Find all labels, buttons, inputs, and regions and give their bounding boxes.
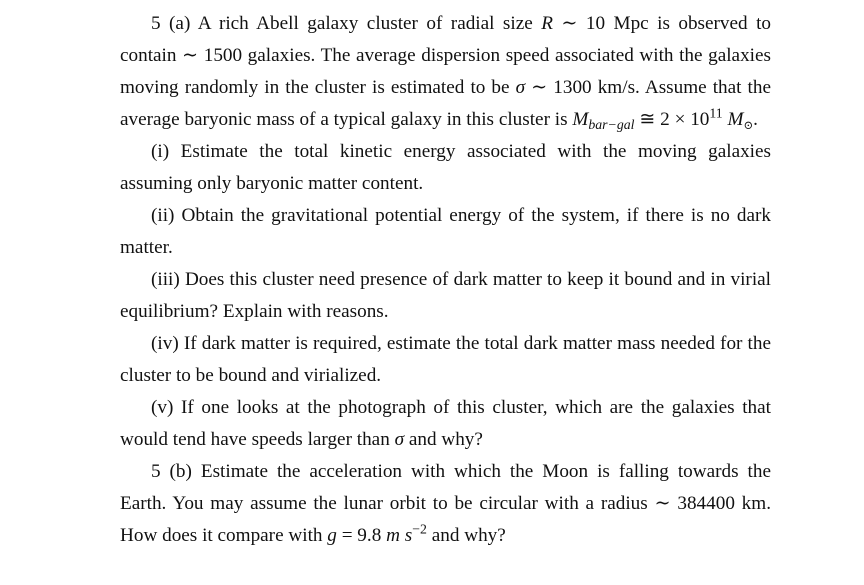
- math-R: R: [541, 13, 553, 34]
- problem-5b-text-2: = 9.8: [336, 525, 387, 546]
- part-v: [120, 392, 771, 456]
- math-sigma: σ: [394, 429, 405, 450]
- intro-text-4: ≅ 2 × 10: [634, 109, 710, 130]
- part-iii: (iii) Does this cluster need presence of dark matter to keep it bound and in virial equilibrium? Explain with reasons.: [120, 269, 771, 322]
- problem-5b: [120, 456, 771, 552]
- math-s: s: [404, 525, 413, 546]
- problem-text: [120, 8, 771, 552]
- intro-text-3: ∼ 1300 km/s. Assume that the average baryonic mass of a typical galaxy in this cluster is: [120, 77, 771, 130]
- math-m: m: [386, 525, 400, 546]
- intro-period: .: [753, 109, 758, 130]
- part-v-text-2: and why?: [404, 429, 483, 450]
- part-iv: (iv) If dark matter is required, estimate the total dark matter mass needed for the cluster to be bound and virialized.: [120, 333, 771, 386]
- part-v-text-1: (v) If one looks at the photograph of this cluster, which are the galaxies that would tend have speeds larger than: [120, 397, 771, 450]
- sun-symbol: ⊙: [743, 120, 754, 133]
- math-exponent-11: 11: [709, 105, 723, 121]
- math-M-sun: M: [727, 109, 744, 130]
- part-i: (i) Estimate the total kinetic energy associated with the moving galaxies assuming only baryonic matter content.: [120, 141, 771, 194]
- math-M: M: [572, 109, 589, 130]
- math-exponent-minus-2: −2: [412, 521, 427, 537]
- math-sigma: σ: [515, 77, 526, 98]
- intro-text-2: ∼ 10 Mpc is observed to contain ∼ 1500 galaxies. The average dispersion speed associated with the galaxies moving randomly in the cluster is estimated to be: [120, 13, 771, 98]
- intro-text-1: 5 (a) A rich Abell galaxy cluster of radial size: [151, 13, 542, 34]
- problem-5a-intro: [120, 8, 771, 136]
- math-subscript-bar-gal: bar−gal: [588, 117, 635, 133]
- part-ii: (ii) Obtain the gravitational potential energy of the system, if there is no dark matter.: [120, 205, 771, 258]
- problem-5b-text-1: 5 (b) Estimate the acceleration with which the Moon is falling towards the Earth. You may assume the lunar orbit to be circular with a radius ∼ 384400 km. How does it compare with: [120, 461, 771, 546]
- math-g: g: [327, 525, 337, 546]
- problem-5b-text-3: and why?: [426, 525, 506, 546]
